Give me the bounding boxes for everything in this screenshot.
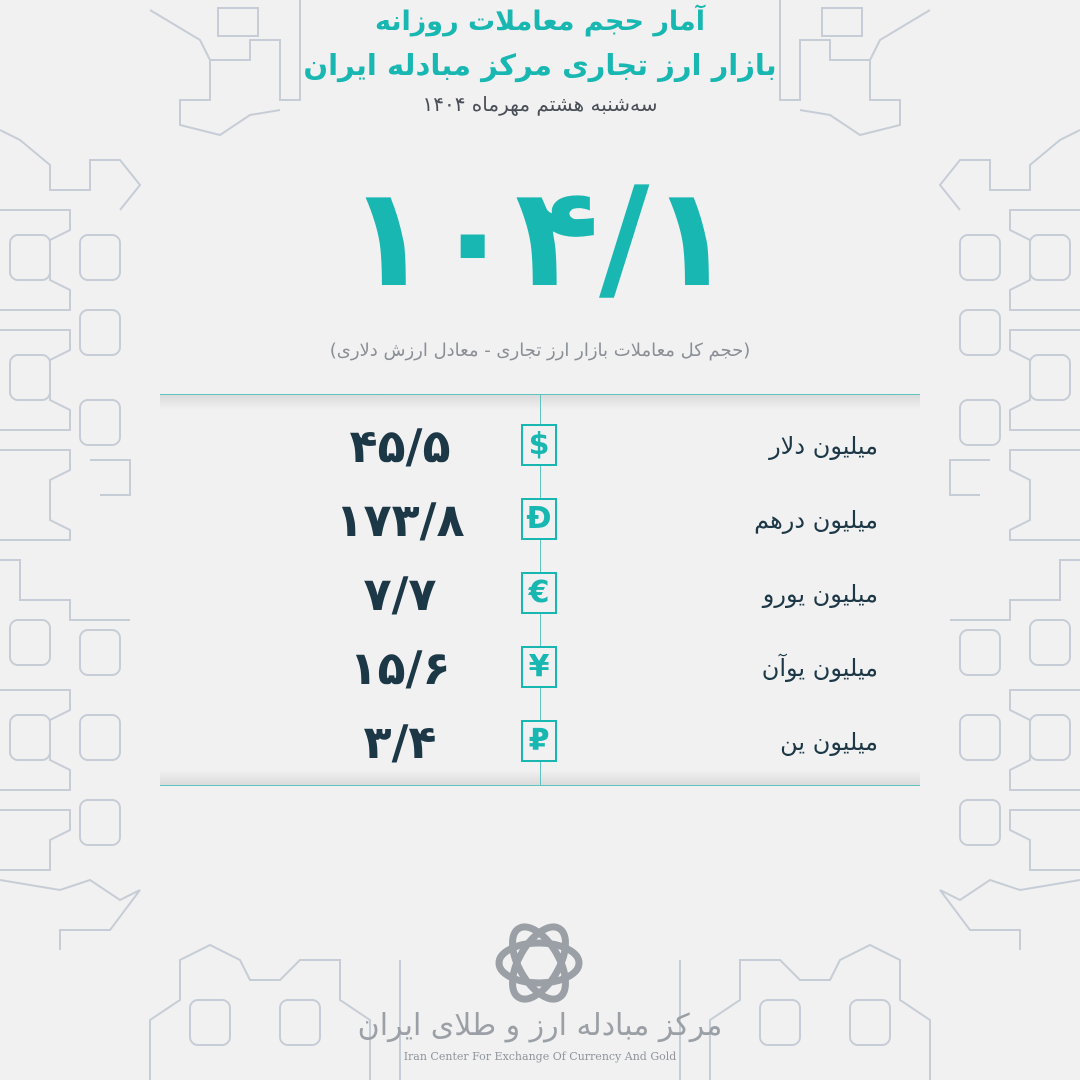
currency-table (160, 394, 920, 786)
table-row (160, 490, 920, 550)
dollar-icon: $ (521, 424, 557, 466)
logo-name-fa: مرکز مبادله ارز و طلای ایران (357, 1008, 723, 1043)
row-amount: ۳/۴ (363, 715, 437, 769)
row-amount: ۷/۷ (363, 567, 437, 621)
total-volume-caption: (حجم کل معاملات بازار ارز تجاری - معادل ارزش دلاری) (329, 340, 751, 361)
row-label: میلیون دلار (769, 432, 878, 460)
yuan-icon: ¥ (521, 646, 557, 688)
logo-icon (494, 918, 584, 1008)
page-title-line1: آمار حجم معاملات روزانه (374, 6, 706, 37)
row-label: میلیون یوآن (761, 654, 878, 682)
table-row (160, 638, 920, 698)
report-date: سه‌شنبه هشتم مهرماه ۱۴۰۴ (422, 92, 658, 116)
table-row (160, 416, 920, 476)
table-row (160, 712, 920, 772)
dirham-icon: Đ (521, 498, 557, 540)
ruble-icon: ₽ (521, 720, 557, 762)
row-amount: ۱۵/۶ (349, 641, 451, 695)
row-label: میلیون درهم (754, 506, 878, 534)
total-volume-value: ۱۰۴/۱ (346, 157, 734, 318)
page-title-line2: بازار ارز تجاری مرکز مبادله ایران (303, 48, 777, 82)
row-amount: ۴۵/۵ (349, 419, 451, 473)
table-row (160, 564, 920, 624)
euro-icon: € (521, 572, 557, 614)
logo-name-en: Iran Center For Exchange Of Currency And Gold (403, 1050, 677, 1063)
row-amount: ۱۷۳/۸ (335, 493, 465, 547)
row-label: میلیون یورو (762, 580, 878, 608)
row-label: میلیون ین (780, 728, 878, 756)
